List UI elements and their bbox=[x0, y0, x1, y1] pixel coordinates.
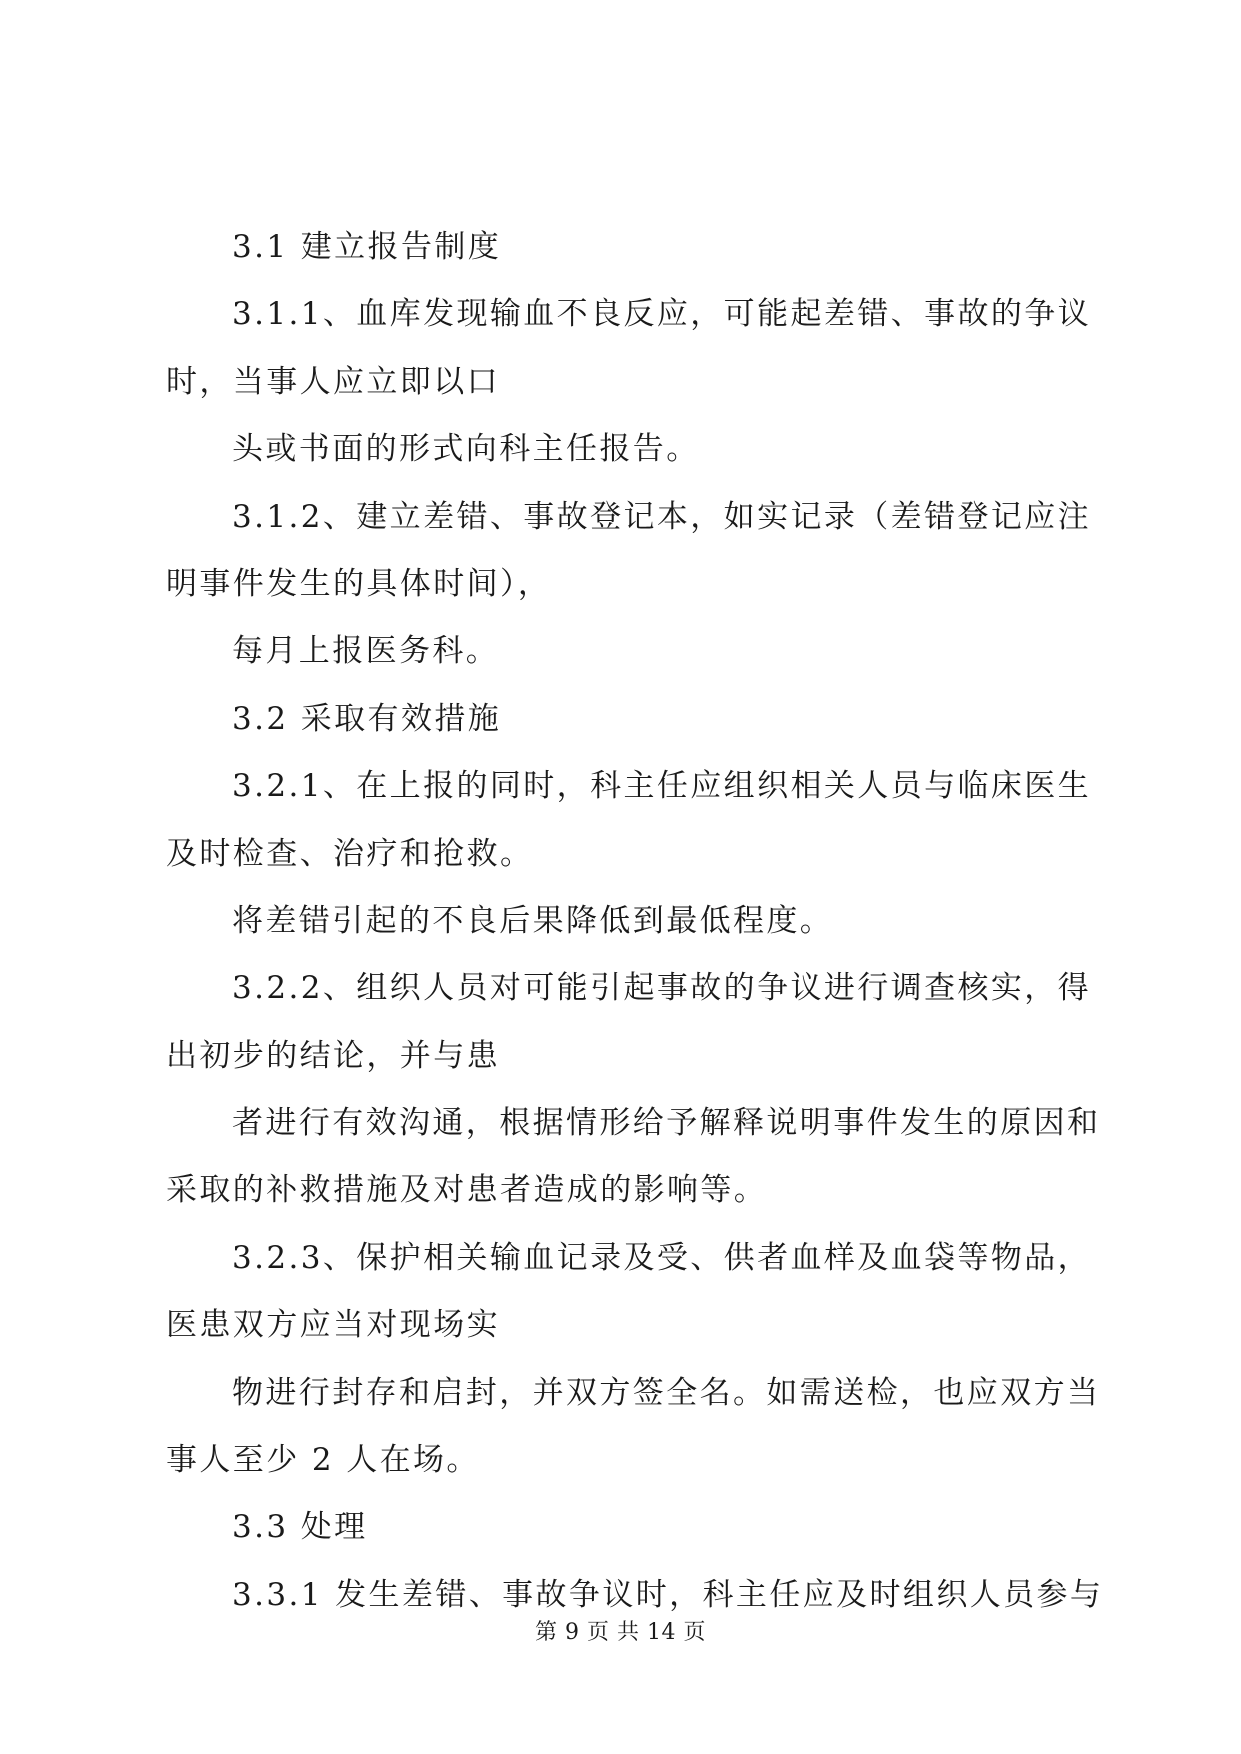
paragraph-line: 者进行有效沟通，根据情形给予解释说明事件发生的原因和 bbox=[232, 1105, 1101, 1142]
paragraph-line: 时，当事人应立即以口 bbox=[166, 363, 500, 400]
paragraph-line: 出初步的结论，并与患 bbox=[166, 1037, 500, 1074]
document-body bbox=[166, 229, 1104, 1645]
paragraph-line: 明事件发生的具体时间）， bbox=[166, 565, 552, 602]
paragraph-line: 3.1.2、建立差错、事故登记本，如实记录（差错登记应注 bbox=[232, 498, 1092, 535]
paragraph-line: 物进行封存和启封，并双方签全名。如需送检，也应双方当 bbox=[232, 1374, 1101, 1411]
paragraph-line: 3.2.2、组织人员对可能引起事故的争议进行调查核实，得 bbox=[232, 970, 1092, 1007]
paragraph-line: 3.1.1、血库发现输血不良反应，可能起差错、事故的争议 bbox=[232, 296, 1092, 333]
paragraph-line: 3.2.1、在上报的同时，科主任应组织相关人员与临床医生 bbox=[232, 768, 1092, 805]
paragraph-line: 及时检查、治疗和抢救。 bbox=[166, 835, 534, 872]
page-number-footer: 第 9 页 共 14 页 bbox=[535, 1620, 706, 1645]
paragraph-line: 每月上报医务科。 bbox=[232, 633, 500, 670]
paragraph-line: 3.2 采取有效措施 bbox=[232, 700, 502, 737]
paragraph-line: 3.1 建立报告制度 bbox=[232, 229, 502, 265]
paragraph-line: 3.3 处理 bbox=[232, 1509, 368, 1546]
paragraph-line: 采取的补救措施及对患者造成的影响等。 bbox=[166, 1172, 768, 1209]
paragraph-line: 医患双方应当对现场实 bbox=[166, 1307, 500, 1344]
paragraph-line: 头或书面的形式向科主任报告。 bbox=[232, 431, 700, 468]
paragraph-line: 将差错引起的不良后果降低到最低程度。 bbox=[232, 902, 834, 939]
paragraph-line: 3.2.3、保护相关输血记录及受、供者血样及血袋等物品， bbox=[232, 1239, 1092, 1276]
paragraph-line: 3.3.1 发生差错、事故争议时，科主任应及时组织人员参与 bbox=[232, 1576, 1104, 1613]
paragraph-line: 事人至少 2 人在场。 bbox=[166, 1442, 480, 1479]
